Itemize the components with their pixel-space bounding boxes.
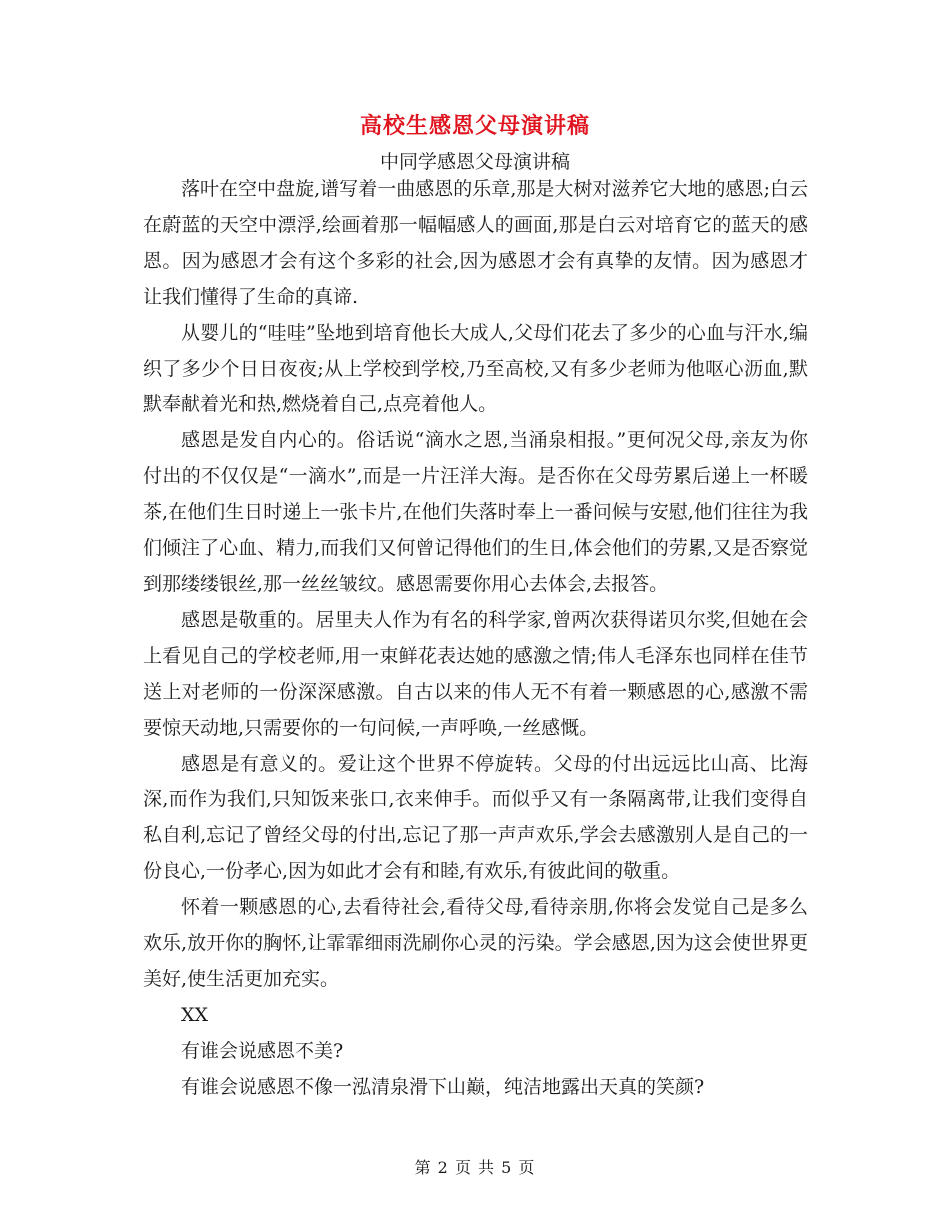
paragraph: 从婴儿的“哇哇”坠地到培育他长大成人,父母们花去了多少的心血与汗水,编织了多少个日日夜夜;从上学校到学校,乃至高校,又有多少老师为他呕心沥血,默默奉献着光和热,燃烧着自己,点亮着他人。 xyxy=(143,321,808,416)
document-subtitle: 中同学感恩父母演讲稿 xyxy=(379,151,570,173)
page-number: 第 2 页 共 5 页 xyxy=(414,1158,536,1177)
text-line: 有谁会说感恩不美? xyxy=(181,1039,344,1062)
paragraph: 怀着一颗感恩的心,去看待社会,看待父母,看待亲朋,你将会发觉自己是多么欢乐,放开你的胸怀,让霏霏细雨洗刷你心灵的污染。学会感恩,因为这会使世界更美好,使生活更加充实。 xyxy=(143,896,808,990)
text-line: XX xyxy=(181,1003,209,1026)
paragraph: 落叶在空中盘旋,谱写着一曲感恩的乐章,那是大树对滋养它大地的感恩;白云在蔚蓝的天空中漂浮,绘画着那一幅幅感人的画面,那是白云对培育它的蓝天的感恩。因为感恩才会有这个多彩的社会,因为感恩才会有真挚的友情。因为感恩才让我们懂得了生命的真谛. xyxy=(143,178,808,308)
paragraph: 感恩是发自内心的。俗话说“滴水之恩,当涌泉相报。”更何况父母,亲友为你付出的不仅仅是“一滴水”,而是一片汪洋大海。是否你在父母劳累后递上一杯暖茶,在他们生日时递上一张卡片,在他们失落时奉上一番问候与安慰,他们往往为我们倾注了心血、精力,而我们又何曾记得他们的生日,体会他们的劳累,又是否察觉到那缕缕银丝,那一丝丝皱纹。感恩需要你用心去体会,去报答。 xyxy=(143,429,808,595)
paragraph: 感恩是敬重的。居里夫人作为有名的科学家,曾两次获得诺贝尔奖,但她在会上看见自己的学校老师,用一束鲜花表达她的感激之情;伟人毛泽东也同样在佳节送上对老师的一份深深感激。自古以来的伟人无不有着一颗感恩的心,感激不需要惊天动地,只需要你的一句问候,一声呼唤,一丝感慨。 xyxy=(143,608,808,739)
document-title: 高校生感恩父母演讲稿 xyxy=(359,113,590,139)
text-line: 有谁会说感恩不像一泓清泉滑下山巅，纯洁地露出天真的笑颜? xyxy=(181,1075,705,1098)
paragraph: 感恩是有意义的。爱让这个世界不停旋转。父母的付出远远比山高、比海深,而作为我们,只知饭来张口,衣来伸手。而似乎又有一条隔离带,让我们变得自私自利,忘记了曾经父母的付出,忘记了那一声声欢乐,学会去感激别人是自己的一份良心,一份孝心,因为如此才会有和睦,有欢乐,有彼此间的敬重。 xyxy=(143,752,808,883)
document-body xyxy=(143,172,808,1106)
